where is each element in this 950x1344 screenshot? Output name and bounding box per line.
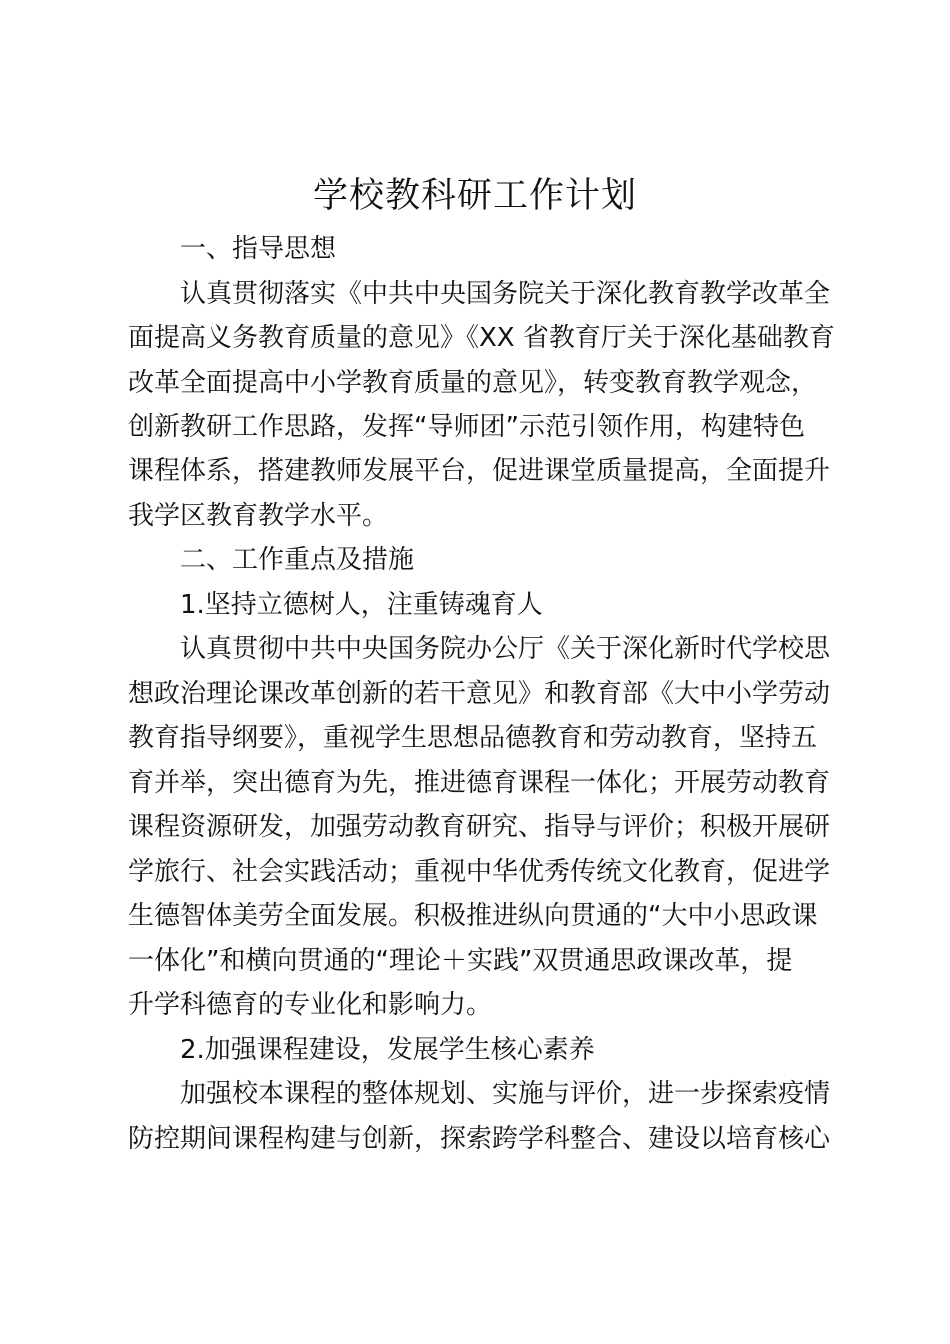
paragraph-line: 一体化”和横向贯通的“理论＋实践”双贯通思政课改革，提 <box>128 946 793 976</box>
subsection-heading-moral-education: 1.坚持立德树人，注重铸魂育人 <box>180 590 543 620</box>
paragraph-line: 课程资源研发，加强劳动教育研究、指导与评价；积极开展研 <box>128 812 831 842</box>
paragraph-line: 育并举，突出德育为先，推进德育课程一体化；开展劳动教育 <box>128 768 831 798</box>
paragraph-line: 教育指导纲要》，重视学生思想品德教育和劳动教育，坚持五 <box>128 723 818 753</box>
paragraph-line: 认真贯彻落实《中共中央国务院关于深化教育教学改革全 <box>180 279 831 309</box>
paragraph-line: 升学科德育的专业化和影响力。 <box>128 990 493 1020</box>
paragraph-line: 面提高义务教育质量的意见》《XX 省教育厅关于深化基础教育 <box>128 323 835 353</box>
document-title: 学校教科研工作计划 <box>312 176 637 216</box>
section-heading-key-work: 二、工作重点及措施 <box>180 545 415 575</box>
paragraph-line: 课程体系，搭建教师发展平台，促进课堂质量提高，全面提升 <box>128 456 831 486</box>
paragraph-line: 学旅行、社会实践活动；重视中华优秀传统文化教育，促进学 <box>128 857 831 887</box>
paragraph-line: 生德智体美劳全面发展。积极推进纵向贯通的“大中小思政课 <box>128 901 818 931</box>
paragraph-line: 认真贯彻中共中央国务院办公厅《关于深化新时代学校思 <box>180 634 831 664</box>
paragraph-line: 改革全面提高中小学教育质量的意见》，转变教育教学观念， <box>128 368 818 398</box>
paragraph-line: 想政治理论课改革创新的若干意见》和教育部《大中小学劳动 <box>128 679 831 709</box>
paragraph-line: 加强校本课程的整体规划、实施与评价，进一步探索疫情 <box>180 1079 831 1109</box>
paragraph-line: 创新教研工作思路，发挥“导师团”示范引领作用，构建特色 <box>128 412 805 442</box>
paragraph-line: 我学区教育教学水平。 <box>128 501 389 531</box>
subsection-heading-curriculum: 2.加强课程建设，发展学生核心素养 <box>180 1035 595 1065</box>
section-heading-guiding-ideology: 一、指导思想 <box>180 234 337 264</box>
paragraph-line: 防控期间课程构建与创新，探索跨学科整合、建设以培育核心 <box>128 1124 831 1154</box>
